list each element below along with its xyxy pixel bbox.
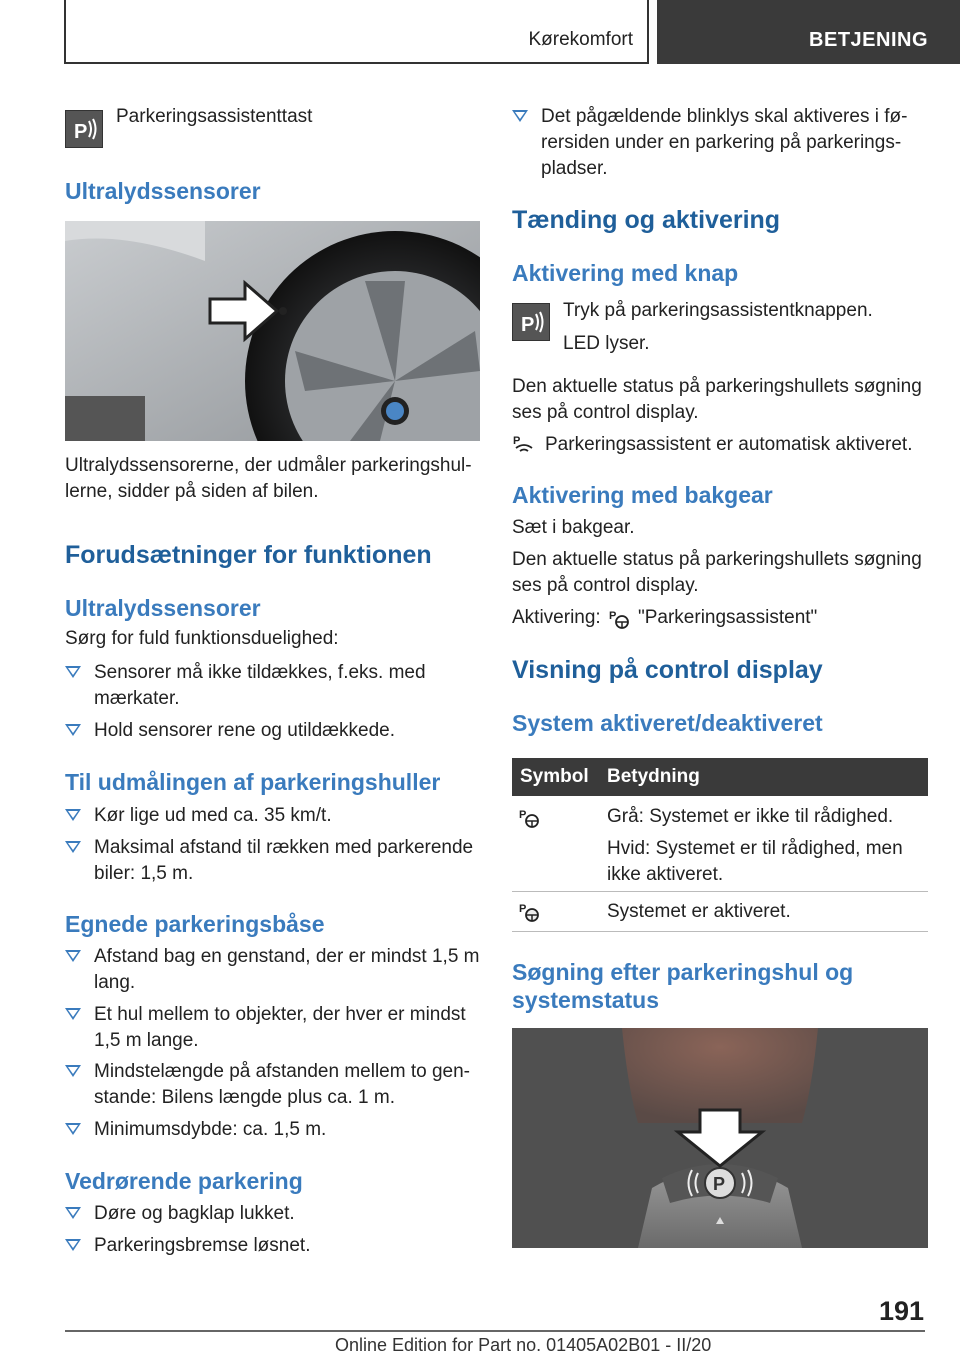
heading-ultrasonic-sensors: Ultralydssensorer bbox=[65, 178, 261, 204]
heading-prerequisites: Forudsætninger for funktionen bbox=[65, 541, 432, 569]
bullet-triangle-icon bbox=[65, 950, 81, 962]
table-row bbox=[512, 892, 928, 932]
header-section-tab bbox=[64, 0, 649, 64]
photo-car-sensor bbox=[65, 221, 480, 441]
park-assist-button-icon bbox=[65, 110, 103, 148]
led-text: LED lyser. bbox=[563, 333, 650, 354]
steering-wheel-symbol-icon bbox=[518, 806, 542, 830]
subheading-sensors: Ultralydssensorer bbox=[65, 595, 261, 621]
sensors-intro: Sørg for fuld funktionsduelighed: bbox=[65, 628, 339, 649]
svg-text:P: P bbox=[609, 610, 617, 622]
header-chapter-tab bbox=[657, 0, 960, 64]
subheading-system-status: System aktiveret/deaktiveret bbox=[512, 710, 823, 736]
status-text-2: Den aktuelle status på parkeringshullets søgning ses på control display. bbox=[512, 549, 922, 596]
svg-text:P: P bbox=[713, 1174, 726, 1194]
steering-wheel-active-symbol-icon bbox=[518, 900, 542, 924]
activation-label: Aktivering: bbox=[512, 607, 601, 628]
symbol-table bbox=[512, 758, 928, 932]
list-item: Mindstelængde på afstanden mellem to gen-stande: Bilens længde plus ca. 1 m. bbox=[65, 1059, 480, 1111]
bullet-triangle-icon bbox=[512, 110, 528, 122]
button-step: Tryk på parkeringsassistentknappen. bbox=[563, 300, 873, 321]
svg-text:P: P bbox=[74, 121, 88, 143]
list-item: Parkeringsbremse løsnet. bbox=[65, 1233, 480, 1259]
col-symbol: Symbol bbox=[520, 766, 589, 787]
bullet-triangle-icon bbox=[65, 1008, 81, 1020]
park-assist-button-icon bbox=[512, 303, 550, 341]
bullet-triangle-icon bbox=[65, 724, 81, 736]
list-item: Kør lige ud med ca. 35 km/t. bbox=[65, 803, 480, 829]
bullet-triangle-icon bbox=[65, 1239, 81, 1251]
list-item: Maksimal afstand til rækken med parkerende biler: 1,5 m. bbox=[65, 835, 480, 887]
bullet-triangle-icon bbox=[65, 841, 81, 853]
subheading-button-activation: Aktivering med knap bbox=[512, 260, 739, 286]
header-chapter-title: BETJENING bbox=[809, 29, 928, 51]
svg-text:P: P bbox=[519, 903, 527, 915]
heading-ignition: Tænding og aktivering bbox=[512, 206, 781, 234]
svg-text:P: P bbox=[519, 809, 527, 821]
svg-text:P: P bbox=[513, 435, 521, 447]
page-number: 191 bbox=[878, 1296, 924, 1326]
heading-search-status: Søgning efter parkeringshul og systemstatus bbox=[512, 959, 854, 1013]
photo-control-display bbox=[512, 1028, 928, 1248]
row1-text-a: Grå: Systemet er ikke til rådighed. bbox=[607, 806, 894, 827]
table-row bbox=[512, 796, 928, 892]
list-item: Afstand bag en genstand, der er mindst 1,5 m lang. bbox=[65, 944, 480, 996]
status-text: Den aktuelle status på parkeringshullets søgning ses på control display. bbox=[512, 376, 922, 423]
list-item: Sensorer må ikke tildækkes, f.eks. med mærkater. bbox=[65, 660, 480, 712]
table-header bbox=[512, 758, 928, 796]
activation-value: "Parkeringsassistent" bbox=[638, 607, 818, 628]
bullet-triangle-icon bbox=[65, 666, 81, 678]
footer-edition: Online Edition for Part no. 01405A02B01 - II/20 bbox=[335, 1335, 712, 1355]
heading-parking: Vedrørende parkering bbox=[65, 1168, 303, 1194]
bullet-triangle-icon bbox=[65, 1207, 81, 1219]
bullet-triangle-icon bbox=[65, 809, 81, 821]
auto-activated-text: Parkeringsassistent er automatisk aktiveret. bbox=[545, 434, 913, 455]
photo-caption bbox=[65, 453, 480, 505]
list-item: Døre og bagklap lukket. bbox=[65, 1201, 480, 1227]
row1-text-b: Hvid: Systemet er til rådighed, men ikke aktiveret. bbox=[607, 838, 903, 885]
subheading-reverse-activation: Aktivering med bakgear bbox=[512, 482, 773, 508]
list-item: Et hul mellem to objekter, der hver er mindst 1,5 m lange. bbox=[65, 1002, 480, 1054]
header-section-title: Kørekomfort bbox=[528, 29, 633, 50]
heading-display: Visning på control display bbox=[512, 656, 823, 684]
col-meaning: Betydning bbox=[607, 766, 700, 787]
bullet-triangle-icon bbox=[65, 1065, 81, 1077]
list-item: Hold sensorer rene og utildækkede. bbox=[65, 718, 480, 744]
photo-caption-line-1: Ultralydssensorerne, der udmåler parkeringshul- bbox=[65, 455, 472, 476]
row2-text: Systemet er aktiveret. bbox=[607, 901, 791, 922]
heading-measurement: Til udmålingen af parkeringshuller bbox=[65, 769, 441, 795]
park-assist-symbol-icon bbox=[608, 607, 632, 631]
bullet-triangle-icon bbox=[65, 1123, 81, 1135]
reverse-step: Sæt i bakgear. bbox=[512, 517, 635, 538]
photo-caption-line-2: lerne, sidder på siden af bilen. bbox=[65, 481, 319, 502]
button-caption: Parkeringsassistenttast bbox=[116, 106, 313, 127]
svg-text:P: P bbox=[521, 314, 535, 336]
heading-suitable-spaces: Egnede parkeringsbåse bbox=[65, 911, 325, 937]
park-assist-symbol-icon bbox=[512, 432, 536, 456]
list-item: Minimumsdybde: ca. 1,5 m. bbox=[65, 1117, 480, 1143]
footer-divider bbox=[65, 1330, 925, 1332]
list-item: Det pågældende blinklys skal aktiveres i fø-rersiden under en parkering på parkerings-pladser. bbox=[512, 104, 928, 182]
